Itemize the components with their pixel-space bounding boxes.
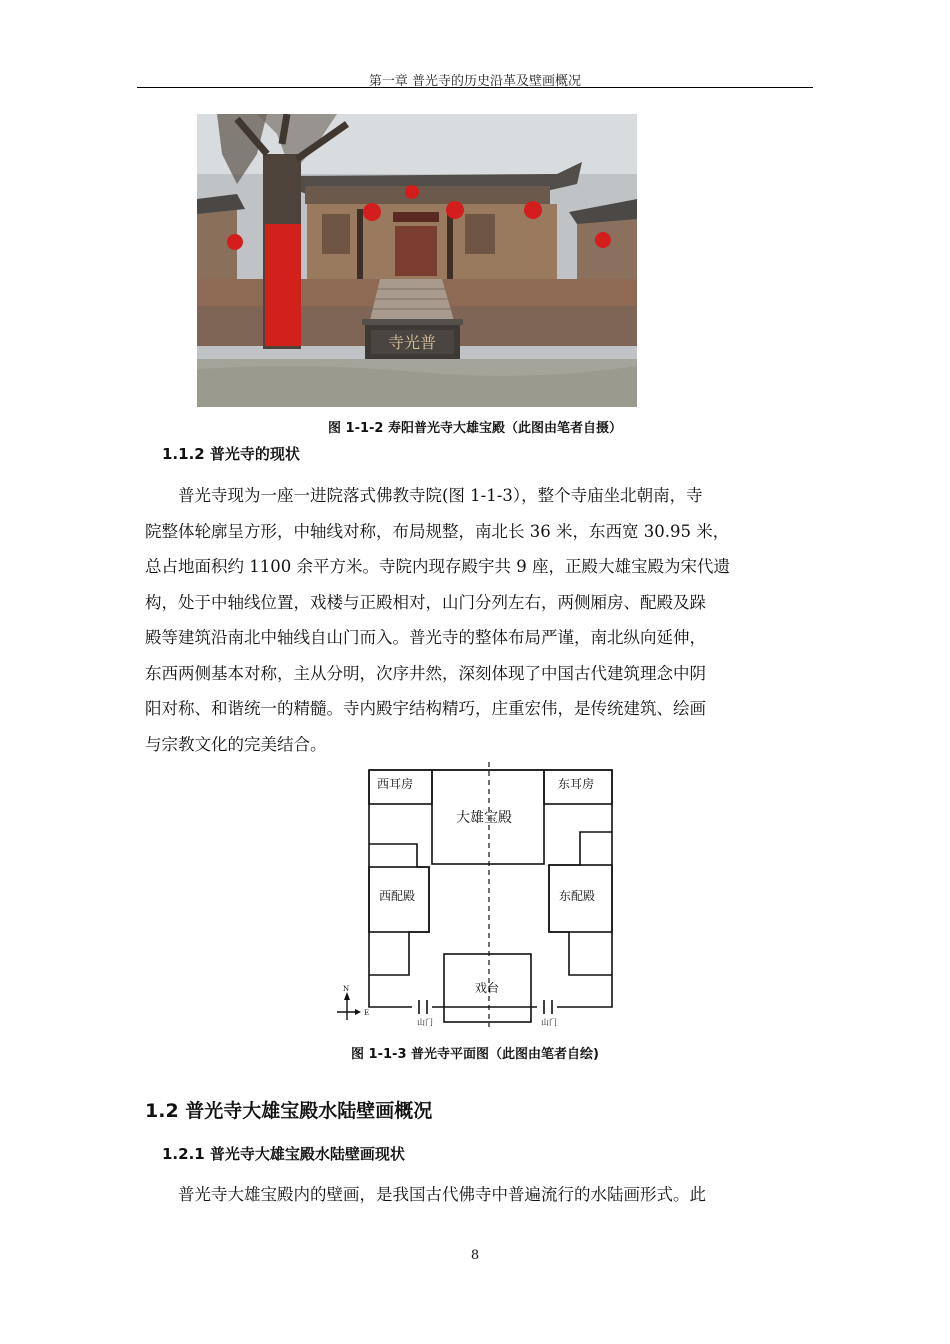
page-number: 8 (470, 1248, 480, 1263)
figure-caption: 图 1-1-3 普光寺平面图（此图由笔者自绘) (351, 1047, 599, 1062)
section-heading: 1.1.2 普光寺的现状 (162, 445, 300, 463)
paragraph-line: 普光寺大雄宝殿内的壁画，是我国古代佛寺中普遍流行的水陆画形式。此 (178, 1185, 706, 1204)
plan-label-gate-left: 山门 (417, 1018, 433, 1027)
paragraph-line: 阳对称、和谐统一的精髓。寺内殿宇结构精巧，庄重宏伟，是传统建筑、绘画 (145, 699, 706, 718)
running-header: 第一章 普光寺的历史沿革及壁画概况 (368, 74, 582, 89)
paragraph-line: 普光寺现为一座一进院落式佛教寺院(图 1-1-3），整个寺庙坐北朝南，寺 (178, 486, 703, 505)
main-hall-photo (197, 114, 637, 407)
section-heading: 1.2.1 普光寺大雄宝殿水陆壁画现状 (162, 1145, 405, 1163)
plan-label-gate-right: 山门 (541, 1018, 557, 1027)
paragraph-line: 与宗教文化的完美结合。 (145, 734, 327, 754)
plan-label-west-hall: 西配殿 (379, 889, 416, 903)
paragraph-line: 院整体轮廓呈方形，中轴线对称，布局规整，南北长 36 米，东西宽 30.95 米， (145, 521, 730, 541)
compass-east-label: E (364, 1009, 370, 1017)
section-heading: 1.2 普光寺大雄宝殿水陆壁画概况 (145, 1100, 433, 1122)
header-rule (137, 87, 813, 88)
plan-label-east-ear: 东耳房 (558, 777, 595, 791)
paragraph-line: 东西两侧基本对称，主从分明，次序井然，深刻体现了中国古代建筑理念中阴 (145, 663, 706, 683)
paragraph-line: 构，处于中轴线位置，戏楼与正殿相对，山门分列左右，两侧厢房、配殿及跺 (145, 592, 706, 612)
plan-label-east-hall: 东配殿 (559, 889, 596, 903)
figure-caption: 图 1-1-2 寿阳普光寺大雄宝殿（此图由笔者自摄） (328, 421, 622, 436)
compass-north-label: N (343, 985, 350, 993)
plan-label-main-hall: 大雄宝殿 (456, 810, 512, 826)
plan-label-west-ear: 西耳房 (377, 777, 414, 791)
temple-floor-plan (337, 762, 622, 1030)
paragraph-line: 殿等建筑沿南北中轴线自山门而入。普光寺的整体布局严谨，南北纵向延伸， (145, 628, 706, 647)
body-paragraph (145, 478, 810, 762)
body-paragraph (145, 1177, 810, 1213)
plan-label-stage: 戏台 (475, 981, 500, 995)
plaque-text: 寺光普 (387, 333, 437, 352)
paragraph-line: 总占地面积约 1100 余平方米。寺院内现存殿宇共 9 座，正殿大雄宝殿为宋代遗 (145, 557, 730, 576)
